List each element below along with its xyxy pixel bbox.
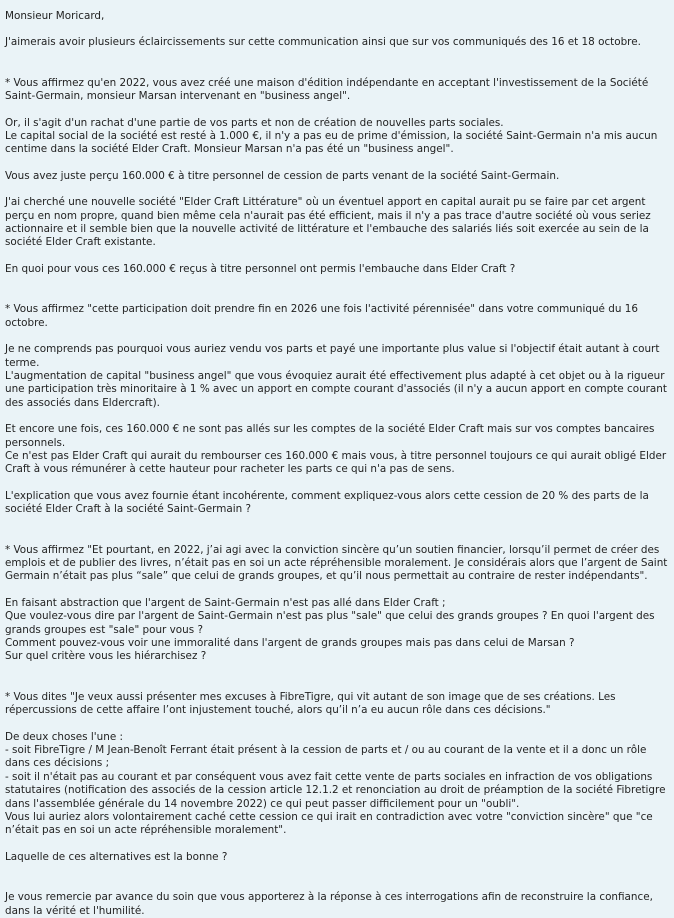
greeting: Monsieur Moricard, [5,10,105,22]
paragraph: J'ai cherché une nouvelle société "Elder Craft Littérature" où un éventuel apport en capital aurait pu se faire par cet argent perçu en nom propre, quand bien même cela n'aurait pas été efficient, mais il n'y a pas trace d'autre société où vous seriez actionnaire et il semble bien que la nouvelle activité de littérature et l'embauche des salariés liés soit exercée au sein de la société Elder Craft existante. [5,196,651,249]
quote-paragraph: * Vous dites "Je veux aussi présenter mes excuses à FibreTigre, qui vit autant de son image que de ses créations. Les répercussions de cette affaire l’ont injustement touché, alors qu’il n’a eu aucun rôle dans ces décisions." [5,690,616,717]
intro-paragraph: J'aimerais avoir plusieurs éclaircissements sur cette communication ainsi que sur vos communiqués des 16 et 18 octobre. [5,36,641,49]
question-paragraph: L'explication que vous avez fournie étant incohérente, comment expliquez-vous alors cette cession de 20 % des parts de la société Elder Craft à la société Saint-Germain ? [5,489,649,516]
paragraph: De deux choses l'une : - soit FibreTigre / M Jean-Benoît Ferrant était présent à la cession de parts et / ou au courant de la vente et il a donc un rôle dans ces décisions ; - soit il n'était pas au courant et par conséquent vous avez fait cette vente de parts sociales en infraction de vos obligations statutaires (notification des associés de la cession article 12.1.2 et renonciation au droit de préamption de la société Fibretigre dans l'assemblée générale du 14 novembre 2022) ce qui peut passer difficilement pour un "oubli". Vous lui auriez alors volontairement caché cette cession ce qui irait en contradiction avec votre "conviction sincère" que "ce n’était pas en soi un acte répréhensible moralement". [5,730,666,837]
question-paragraph: Laquelle de ces alternatives est la bonne ? [5,850,228,863]
closing-paragraph: Je vous remercie par avance du soin que vous apporterez à la réponse à ces interrogations afin de reconstruire la confiance, dans la vérité et l'humilité. [5,891,653,917]
paragraph: Je ne comprends pas pourquoi vous auriez vendu vos parts et payé une importante plus value si l'objectif était autant à court terme. L'augmentation de capital "business angel" que vous évoquiez aurait été effectivement plus adapté à cet objet ou à la rigueur une participation très minoritaire à 1 % avec un apport en compte courant d'associés (il n'y a aucun apport en compte courant des associés dans Eldercraft). [5,343,667,409]
quote-paragraph: * Vous affirmez "cette participation doit prendre fin en 2026 une fois l'activité pérennisée" dans votre communiqué du 16 octobre. [5,303,638,329]
question-paragraph: En quoi pour vous ces 160.000 € reçus à titre personnel ont permis l'embauche dans Elder Craft ? [5,262,516,275]
question-paragraph: En faisant abstraction que l'argent de Saint-Germain n'est pas allé dans Elder Craft ; Que voulez-vous dire par l'argent de Saint-Germain n'est pas plus "sale" que celui des grands groupes ? En quoi l'argent des grands groupes est "sale" pour vous ? Comment pouvez-vous voir une immoralité dans l'argent de grands groupes mais pas dans celui de Marsan ? Sur quel critère vous les hiérarchisez ? [5,596,655,663]
quote-paragraph: * Vous affirmez "Et pourtant, en 2022, j’ai agi avec la conviction sincère qu’un soutien financier, lorsqu’il permet de créer des emplois et de publier des livres, n’était pas en soi un acte répréhensible moralement. Je considérais alors que l’argent de Saint Germain n’était pas plus “sale” que celui de grands groupes, et qu’il nous permettait au contraire de rester indépendants". [5,543,668,583]
paragraph: Et encore une fois, ces 160.000 € ne sont pas allés sur les comptes de la société Elder Craft mais sur vos comptes bancaires personnels. Ce n'est pas Elder Craft qui aurait du rembourser ces 160.000 € mais vous, à titre personnel toujours ce qui aurait obligé Elder Craft à vous rémunérer à cette hauteur pour racheter les parts ce qui n'a pas de sens. [5,423,667,476]
paragraph: Or, il s'agit d'un rachat d'une partie de vos parts et non de création de nouvelles parts sociales. Le capital social de la société est resté à 1.000 €, il n'y a pas eu de prime d'émission, la société Saint-Germain n'a mis aucun centime dans la société Elder Craft. Monsieur Marsan n'a pas été un "business angel". [5,116,658,156]
paragraph: Vous avez juste perçu 160.000 € à titre personnel de cession de parts venant de la société Saint-Germain. [5,169,560,182]
quote-paragraph: * Vous affirmez qu'en 2022, vous avez créé une maison d'édition indépendante en acceptant l'investissement de la Société Saint-Germain, monsieur Marsan intervenant en "business angel". [5,76,649,103]
